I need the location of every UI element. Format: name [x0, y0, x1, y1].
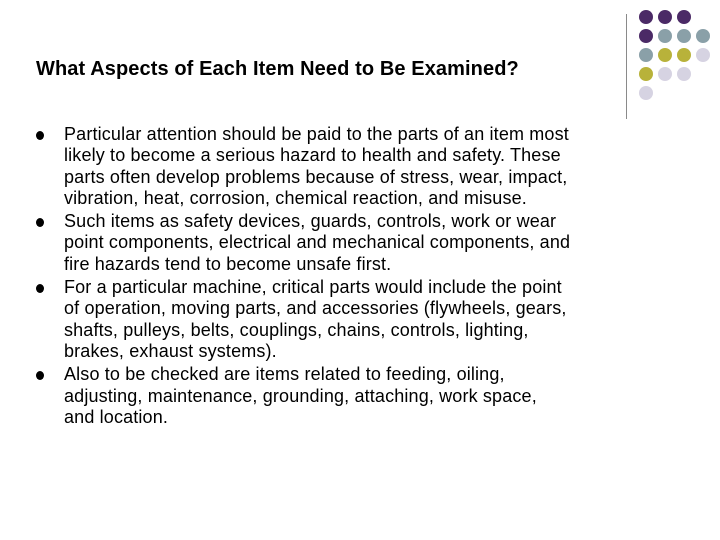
decorative-dot: [639, 48, 653, 62]
decorative-dot: [677, 10, 691, 24]
slide-title: What Aspects of Each Item Need to Be Examined?: [36, 58, 519, 80]
bullet-dot-icon: [36, 218, 44, 227]
decorative-dot: [696, 48, 710, 62]
decorative-dot: [639, 29, 653, 43]
bullet-text-line: parts often develop problems because of stress, wear, impact,: [64, 166, 568, 187]
bullet-text-line: vibration, heat, corrosion, chemical reaction, and misuse.: [64, 187, 527, 208]
decorative-dot: [658, 29, 672, 43]
bullet-text-line: of operation, moving parts, and accessories (flywheels, gears,: [64, 298, 567, 319]
decorative-dot: [677, 29, 691, 43]
bullet-text-line: brakes, exhaust systems).: [64, 340, 277, 361]
bullet-text-line: point components, electrical and mechanical components, and: [64, 232, 571, 253]
bullet-item: [36, 211, 686, 275]
decorative-dot: [639, 10, 653, 24]
decorative-dot: [658, 67, 672, 81]
bullet-dot-icon: [36, 284, 44, 293]
decorative-dot: [658, 10, 672, 24]
bullet-text-line: For a particular machine, critical parts would include the point: [64, 277, 562, 298]
bullet-list: [36, 124, 686, 428]
decorative-dot: [677, 67, 691, 81]
bullet-item: [36, 364, 686, 428]
decorative-dot: [639, 67, 653, 81]
decorative-divider-line: [626, 14, 627, 119]
bullet-text-line: shafts, pulleys, belts, couplings, chains, controls, lighting,: [64, 319, 529, 340]
bullet-dot-icon: [36, 371, 44, 380]
decorative-dot: [639, 86, 653, 100]
decorative-dot: [696, 29, 710, 43]
bullet-text-line: adjusting, maintenance, grounding, attaching, work space,: [64, 385, 537, 406]
bullet-item: [36, 124, 686, 209]
bullet-text-line: Also to be checked are items related to feeding, oiling,: [64, 364, 505, 385]
bullet-text-line: and location.: [64, 406, 169, 427]
bullet-text-line: Particular attention should be paid to the parts of an item most: [64, 124, 569, 144]
bullet-item: [36, 277, 686, 362]
bullet-text-line: fire hazards tend to become unsafe first.: [64, 253, 392, 274]
bullet-text-line: Such items as safety devices, guards, controls, work or wear: [64, 211, 557, 232]
bullet-text-line: likely to become a serious hazard to health and safety. These: [64, 145, 561, 166]
decorative-dot: [658, 48, 672, 62]
bullet-dot-icon: [36, 131, 44, 140]
decorative-dot: [677, 48, 691, 62]
